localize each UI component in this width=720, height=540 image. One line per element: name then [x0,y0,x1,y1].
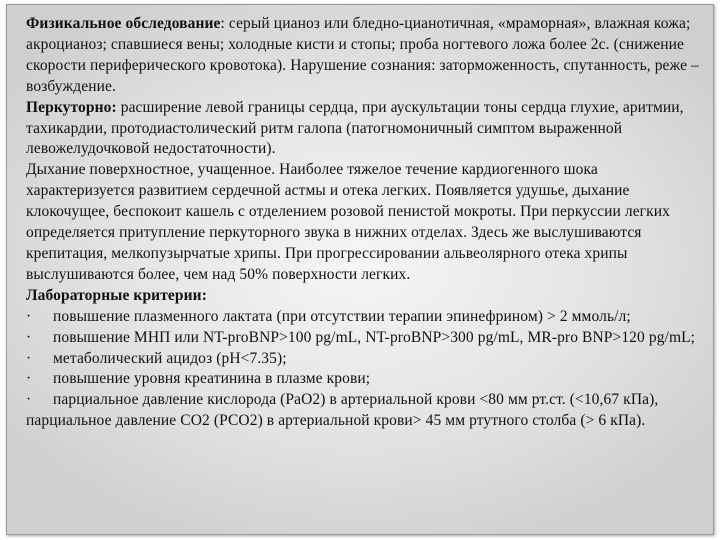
percussion-heading: Перкуторно: [26,98,117,116]
lab-criteria-item [26,390,700,432]
lab-criteria-item-text: повышение МНП или NT-proBNP>100 pg/mL, NT-proBNP>300 pg/mL, MR-pro BNP>120 pg/mL; [53,328,696,346]
lab-criteria-item [26,349,700,370]
physical-exam-text: : серый цианоз или бледно-цианотичная, «мраморная», влажная кожа; акроцианоз; спавшиеся вены; холодные кисти и стопы; проба ногтевого ложа более 2с. (снижение скорости периферического кровотока). Нарушение сознания: заторможенность, спутанность, реже – возбуждение. [26,15,699,95]
physical-exam-heading: Физикальное обследование [26,15,221,32]
lab-criteria-item [26,369,700,390]
lab-criteria-item [26,307,700,328]
percussion-paragraph [26,98,700,161]
bullet-icon: · [26,349,32,367]
bullet-icon: · [26,391,32,409]
breathing-paragraph: Дыхание поверхностное, учащенное. Наиболее тяжелое течение кардиогенного шока характеризуется развитием сердечной астмы и отека легких. Появляется удушье, дыхание клокочущее, беспокоит кашель с отделением розовой пенистой мокроты. При перкуссии легких определяется притупление перкуторного звука в нижних отделах. Здесь же выслушиваются крепитация, мелкопузырчатые хрипы. При прогрессировании альвеолярного отека хрипы выслушиваются более, чем над 50% поверхности легких. [26,161,671,283]
lab-criteria-item-text: метаболический ацидоз (рН<7.35); [53,349,287,367]
lab-criteria-heading [26,286,700,307]
bullet-icon: · [26,328,32,346]
lab-criteria-heading-text: Лабораторные критерии: [26,286,207,304]
lab-criteria-item [26,328,700,349]
bullet-icon: · [26,370,32,388]
lab-criteria-item-text: повышение уровня креатинина в плазме крови; [53,370,371,388]
lab-criteria-item-text: повышение плазменного лактата (при отсутствии терапии эпинефрином) > 2 ммоль/л; [53,307,631,325]
physical-exam-paragraph [26,14,700,98]
percussion-text: расширение левой границы сердца, при аускультации тоны сердца глухие, аритмии, тахикардии, протодиастолический ритм галопа (патогномоничный симптом выраженной левожелудочковой недостаточности). [26,98,684,158]
slide-content [26,14,700,432]
slide [6,4,714,535]
bullet-icon: · [26,307,32,325]
lab-criteria-item-text: парциальное давление кислорода (PaO2) в артериальной крови <80 мм рт.ст. (<10,67 кПа), парциальное давление СО2 (РСО2) в артериальной крови> 45 мм ртутного столба (> 6 кПа). [26,391,659,430]
